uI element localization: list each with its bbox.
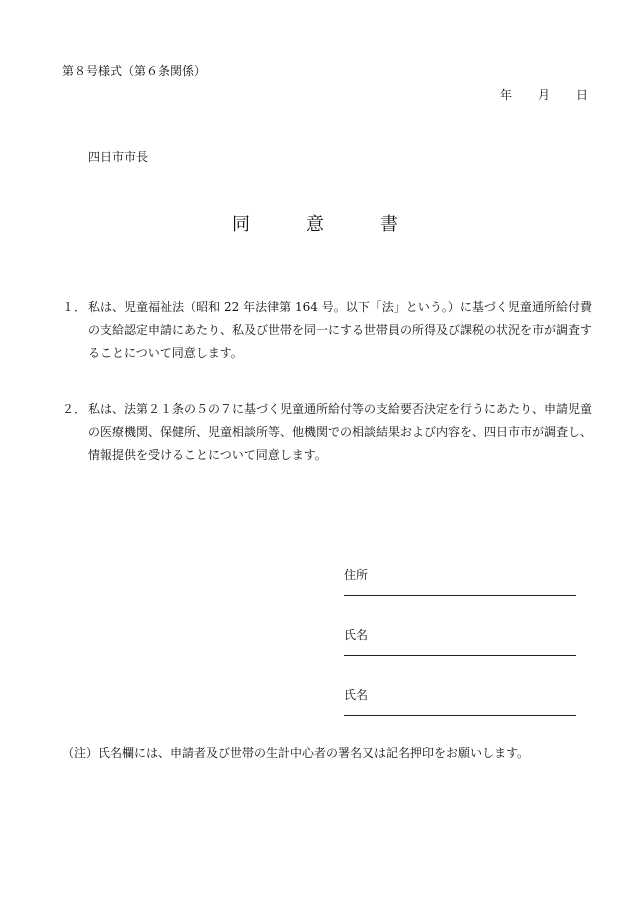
- title-char-1: 同: [232, 214, 250, 235]
- signature-name-field-2[interactable]: [344, 686, 576, 716]
- signature-address-field[interactable]: [344, 566, 576, 596]
- clause-1: [62, 296, 592, 365]
- name-line-1: [344, 655, 576, 656]
- name-line-2: [344, 715, 576, 716]
- name-label-2: 氏名: [344, 688, 369, 702]
- addressee: 四日市市長: [88, 150, 149, 164]
- date-line: [500, 86, 588, 103]
- signature-name-field-1[interactable]: [344, 626, 576, 656]
- clause-2: [62, 398, 592, 467]
- date-year-label: 年: [499, 88, 512, 102]
- form-number: 第８号様式（第６条関係）: [62, 64, 207, 78]
- clause-2-number: ２．: [62, 402, 87, 416]
- footnote: （注）氏名欄には、申請者及び世帯の生計中心者の署名又は記名押印をお願いします。: [62, 746, 530, 760]
- document-title: [0, 210, 630, 236]
- title-char-2: 意: [306, 214, 324, 235]
- address-label: 住所: [344, 568, 369, 582]
- clause-2-text: 私は、法第２１条の５の７に基づく児童通所給付等の支給要否決定を行うにあたり、申請児童の医療機関、保健所、児童相談所等、他機関での相談結果および内容を、四日市市が調査し、情報提供を受けることについて同意します。: [88, 402, 593, 462]
- name-label-1: 氏名: [344, 628, 369, 642]
- address-line: [344, 595, 576, 596]
- clause-1-text: 私は、児童福祉法（昭和 22 年法律第 164 号。以下「法」という。）に基づく児童通所給付費の支給認定申請にあたり、私及び世帯を同一にする世帯員の所得及び課税の状況を市が調査することについて同意します。: [88, 300, 593, 360]
- date-day-label: 日: [575, 88, 588, 102]
- date-month-label: 月: [537, 88, 550, 102]
- clause-1-number: １．: [62, 300, 87, 314]
- title-char-3: 書: [380, 214, 398, 235]
